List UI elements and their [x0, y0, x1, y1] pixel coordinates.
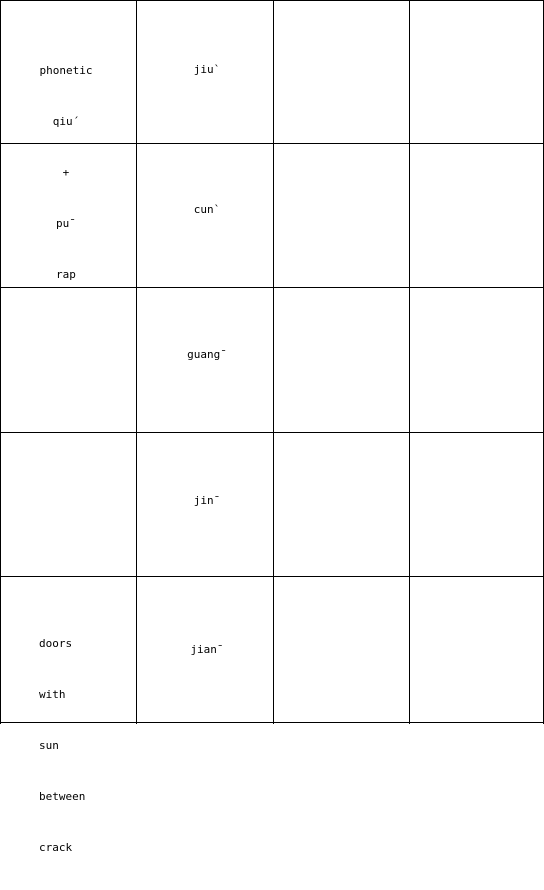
grid-line [409, 0, 410, 724]
grid-line [0, 432, 544, 433]
grid-line [136, 0, 137, 724]
note-line: rap [56, 268, 76, 281]
note-line: pu¯ [56, 217, 76, 230]
row-1-col-1-note [40, 28, 93, 317]
note-line: crack [39, 841, 73, 854]
note-line: sun [39, 739, 59, 752]
note-line: doors [39, 637, 73, 650]
grid-line [273, 0, 274, 724]
note-line: between [39, 790, 86, 803]
row-3-pinyin: guang¯ [187, 348, 227, 361]
grid-line [0, 0, 544, 1]
grid-line [0, 576, 544, 577]
note-line: phonetic [39, 64, 93, 77]
note-line: qiu´ [52, 115, 80, 128]
row-5-pinyin: jian¯ [190, 643, 224, 656]
grid-line [0, 0, 1, 724]
row-2-pinyin: cun` [193, 203, 221, 216]
note-line: + [62, 166, 70, 179]
row-1-pinyin: jiu` [193, 63, 221, 76]
note-line: with [39, 688, 66, 701]
row-5-col-1-note [39, 601, 85, 890]
row-4-pinyin: jin¯ [193, 494, 221, 507]
